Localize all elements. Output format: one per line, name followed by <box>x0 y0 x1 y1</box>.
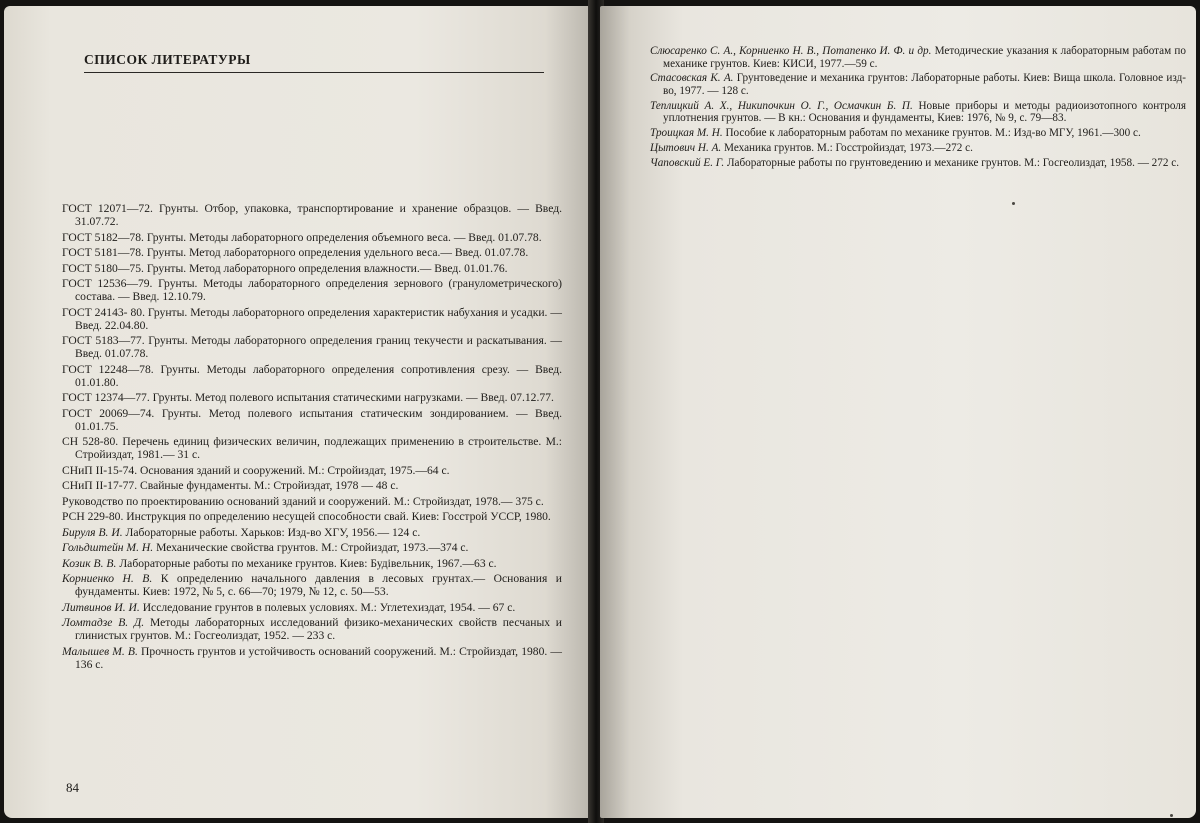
reference-text: ГОСТ 12071—72. Грунты. Отбор, упаковка, транспортирование и хранение образцов. — Введ. 31.07.72. <box>62 202 562 228</box>
reference-text: Пособие к лабораторным работам по механике грунтов. М.: Изд-во МГУ, 1961.—300 с. <box>725 127 1141 140</box>
reference-entry <box>62 645 562 671</box>
reference-author: Троицкая М. Н. <box>650 127 723 140</box>
reference-list-right <box>650 45 1186 171</box>
reference-text: ГОСТ 5182—78. Грунты. Методы лабораторного определения объемного веса. — Введ. 01.07.78. <box>62 230 542 244</box>
reference-text: ГОСТ 5183—77. Грунты. Методы лабораторного определения границ текучести и раскатывания. — Введ. 01.07.78. <box>62 334 562 360</box>
reference-entry <box>62 510 562 523</box>
reference-entry <box>650 45 1186 70</box>
reference-entry <box>62 557 562 570</box>
reference-text: Механические свойства грунтов. М.: Стройиздат, 1973.—374 с. <box>156 541 469 554</box>
right-page <box>600 6 1196 818</box>
reference-entry <box>62 541 562 554</box>
reference-author: Стасовская К. А. <box>650 72 734 85</box>
reference-entry <box>62 526 562 539</box>
reference-entry <box>62 435 562 461</box>
reference-author: Слюсаренко С. А., Корниенко Н. В., Потапенко И. Ф. и др. <box>650 45 932 57</box>
reference-text: Механика грунтов. М.: Госстройиздат, 1973.—272 с. <box>724 141 973 154</box>
paper-speck <box>1170 814 1173 817</box>
reference-entry <box>62 616 562 642</box>
reference-entry <box>62 407 562 433</box>
reference-author: Бируля В. И. <box>62 525 123 539</box>
page-title: СПИСОК ЛИТЕРАТУРЫ <box>84 52 251 67</box>
page-header <box>84 51 544 73</box>
reference-text: К определению начального давления в лесовых грунтах.— Основания и фундаменты. Киев: 1972, № 5, с. 66—70; 1979, № 12, с. 50—53. <box>75 572 562 598</box>
reference-entry <box>62 202 562 228</box>
reference-text: Методические указания к лабораторным работам по механике грунтов. Киев: КИСИ, 1977.—59 с. <box>663 45 1186 70</box>
reference-text: Методы лабораторных исследований физико-механических свойств песчаных и глинистых грунтов. М.: Госгеолиздат, 1952. — 233 с. <box>75 616 563 642</box>
reference-text: Новые приборы и методы радиоизотопного контроля уплотнения грунтов. — В кн.: Основания и фундаменты, Киев: 1976, № 9, с. 79—83. <box>663 99 1186 125</box>
reference-entry <box>62 601 562 614</box>
reference-text: Исследование грунтов в полевых условиях. М.: Углетехиздат, 1954. — 67 с. <box>142 600 516 614</box>
reference-author: Козик В. В. <box>62 556 117 570</box>
reference-text: СНиП II-17-77. Свайные фундаменты. М.: Стройиздат, 1978 — 48 с. <box>62 479 399 492</box>
paper-speck <box>1012 202 1015 205</box>
reference-entry <box>62 464 562 477</box>
reference-author: Корниенко Н. В. <box>62 572 153 585</box>
reference-entry <box>62 246 562 259</box>
reference-entry <box>650 127 1186 140</box>
reference-author: Теплицкий А. Х., Никипочкин О. Г., Осмачкин Б. П. <box>650 99 913 112</box>
reference-text: ГОСТ 24143- 80. Грунты. Методы лабораторного определения характеристик набухания и усадки. — Введ. 22.04.80. <box>62 305 562 332</box>
reference-text: ГОСТ 12536—79. Грунты. Методы лабораторного определения зернового (гранулометрического) состава. — Введ. 12.10.79. <box>62 277 562 303</box>
reference-text: Лабораторные работы по грунтоведению и механике грунтов. М.: Госгеолиздат, 1958. — 272 с. <box>726 156 1180 169</box>
reference-text: Грунтоведение и механика грунтов: Лабораторные работы. Киев: Вища школа. Головное изд-во, 1977. — 128 с. <box>663 72 1186 97</box>
reference-list-left <box>62 202 562 673</box>
reference-entry <box>650 157 1186 170</box>
reference-text: Лабораторные работы. Харьков: Изд-во ХГУ, 1956.— 124 с. <box>125 525 421 539</box>
reference-entry <box>62 363 562 389</box>
reference-entry <box>650 72 1186 97</box>
reference-text: Руководство по проектированию оснований зданий и сооружений. М.: Стройиздат, 1978.— 375 с. <box>62 494 544 508</box>
reference-author: Малышев М. В. <box>62 644 138 658</box>
reference-author: Цытович Н. А. <box>650 141 722 154</box>
reference-entry <box>62 262 562 275</box>
reference-text: РСН 229-80. Инструкция по определению несущей способности свай. Киев: Госстрой УССР, 1980. <box>62 510 551 523</box>
reference-entry <box>62 306 562 332</box>
reference-author: Литвинов И. И. <box>62 600 140 614</box>
reference-entry <box>62 334 562 360</box>
left-page <box>4 6 592 818</box>
reference-entry <box>62 391 562 404</box>
reference-text: ГОСТ 20069—74. Грунты. Метод полевого испытания статическим зондированием. — Введ. 01.01.75. <box>62 406 562 433</box>
reference-text: СН 528-80. Перечень единиц физических величин, подлежащих применению в строительстве. М.: Стройиздат, 1981.— 31 с. <box>62 435 562 461</box>
reference-text: ГОСТ 12248—78. Грунты. Методы лабораторного определения сопротивления срезу. — Введ. 01.01.80. <box>62 362 562 389</box>
reference-entry <box>62 479 562 492</box>
reference-author: Гольдштейн М. Н. <box>62 541 154 554</box>
reference-entry <box>650 100 1186 125</box>
reference-entry <box>62 277 562 303</box>
reference-entry <box>62 572 562 598</box>
reference-entry <box>650 142 1186 155</box>
reference-entry <box>62 231 562 244</box>
reference-text: ГОСТ 12374—77. Грунты. Метод полевого испытания статическими нагрузками. — Введ. 07.12.77. <box>62 391 554 404</box>
page-number: 84 <box>66 780 79 795</box>
reference-author: Чаповский Е. Г. <box>650 156 725 169</box>
reference-text: ГОСТ 5181—78. Грунты. Метод лабораторного определения удельного веса.— Введ. 01.07.78. <box>62 246 529 259</box>
reference-text: Лабораторные работы по механике грунтов. Киев: Будівельник, 1967.—63 с. <box>119 556 497 570</box>
reference-text: Прочность грунтов и устойчивость оснований сооружений. М.: Стройиздат, 1980. — 136 с. <box>75 644 562 671</box>
reference-author: Ломтадзе В. Д. <box>62 616 145 629</box>
reference-entry <box>62 495 562 508</box>
reference-text: ГОСТ 5180—75. Грунты. Метод лабораторного определения влажности.— Введ. 01.01.76. <box>62 261 508 275</box>
reference-text: СНиП II-15-74. Основания зданий и сооружений. М.: Стройиздат, 1975.—64 с. <box>62 463 450 477</box>
